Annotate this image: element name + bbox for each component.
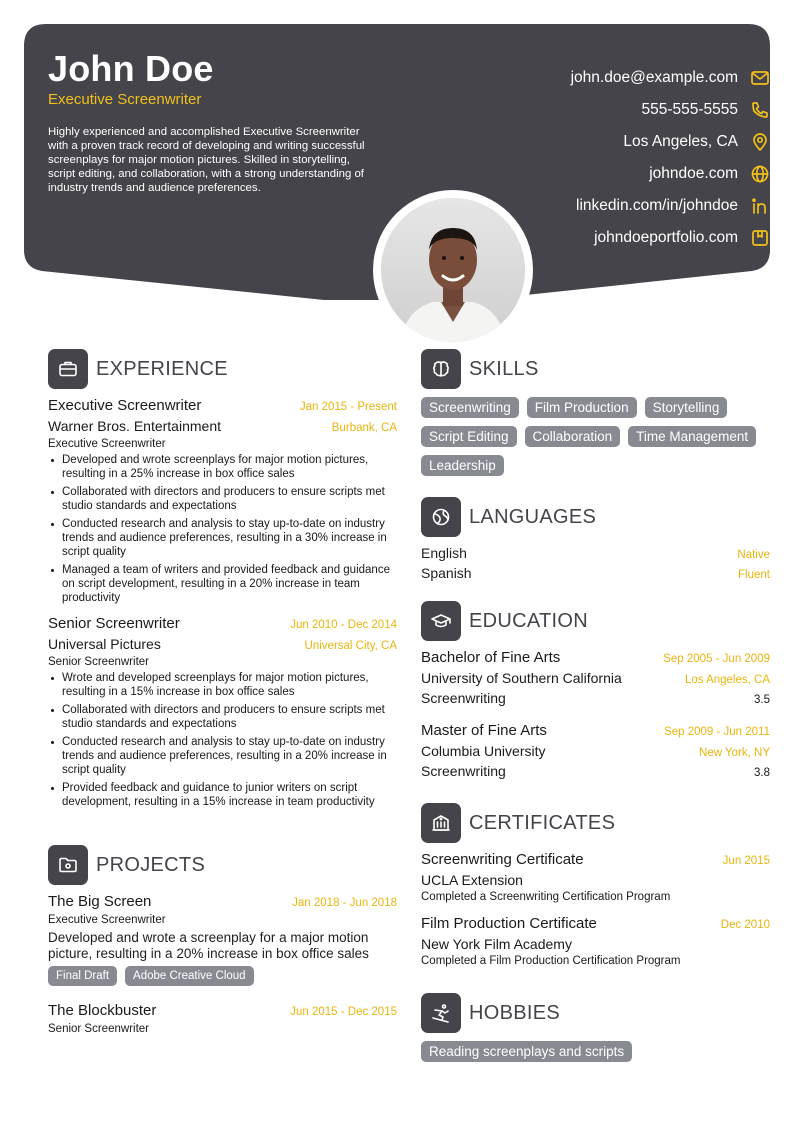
project-tag: Adobe Creative Cloud: [125, 966, 254, 986]
contact-website[interactable]: [440, 158, 770, 190]
education-item: [421, 649, 770, 706]
education-gpa: 3.5: [754, 694, 770, 706]
contact-location: [440, 126, 770, 158]
education-location: New York, NY: [699, 747, 770, 759]
certificate-name: Screenwriting Certificate: [421, 851, 584, 868]
projects-list: [48, 893, 397, 1035]
mail-icon: [750, 68, 770, 88]
linkedin-icon: [750, 196, 770, 216]
certificate-issuer: UCLA Extension: [421, 872, 523, 888]
languages-title: LANGUAGES: [469, 505, 597, 528]
contact-location-text: Los Angeles, CA: [623, 133, 738, 150]
skills-title: SKILLS: [469, 357, 539, 380]
project-tags: [48, 966, 397, 994]
education-field: Screenwriting: [421, 763, 506, 779]
contact-website-text[interactable]: johndoe.com: [649, 165, 738, 182]
contact-portfolio-text[interactable]: johndoeportfolio.com: [594, 229, 738, 246]
education-title: EDUCATION: [469, 609, 588, 632]
certificate-name: Film Production Certificate: [421, 915, 597, 932]
languages-list: [421, 545, 770, 585]
certificate-item: [421, 851, 770, 903]
education-list: [421, 649, 770, 779]
experience-bullet: Managed a team of writers and provided feedback and guidance on script development, resulting in a 20% increase in team productivity: [48, 563, 397, 605]
language-name: English: [421, 545, 467, 561]
experience-title: EXPERIENCE: [96, 357, 228, 380]
language-name: Spanish: [421, 565, 472, 581]
education-date: Sep 2005 - Jun 2009: [663, 653, 770, 665]
bookmark-icon: [750, 228, 770, 248]
education-date: Sep 2009 - Jun 2011: [664, 726, 770, 738]
certificate-description: Completed a Screenwriting Certification Program: [421, 891, 671, 903]
experience-bullet: Conducted research and analysis to stay up-to-date on industry trends and audience preferences, resulting in a 30% increase in script quality: [48, 517, 397, 559]
project-description: Developed and wrote a screenplay for a major motion picture, resulting in a 20% increase in box office sales: [48, 930, 369, 961]
experience-bullet: Conducted research and analysis to stay up-to-date on industry trends and audience preferences, resulting in a 20% increase in script quality: [48, 735, 397, 777]
experience-bullet: Collaborated with directors and producers to ensure scripts met studio standards and expectations: [48, 703, 397, 731]
experience-location: Burbank, CA: [331, 422, 397, 434]
skill-tag: Film Production: [527, 397, 637, 418]
experience-bullets: [48, 671, 397, 809]
skill-tag: Storytelling: [645, 397, 728, 418]
experience-company: Warner Bros. Entertainment: [48, 418, 221, 434]
language-level: Native: [737, 549, 770, 561]
skills-header: [421, 349, 539, 389]
candidate-name: John Doe: [48, 48, 214, 89]
skill-tag: Collaboration: [525, 426, 621, 447]
certificates-list: [421, 851, 770, 967]
experience-location: Universal City, CA: [304, 640, 397, 652]
experience-item: [48, 397, 397, 605]
project-role: Executive Screenwriter: [48, 914, 166, 926]
experience-bullet: Provided feedback and guidance to junior writers on script development, resulting in a 15% increase in team productivity: [48, 781, 397, 809]
experience-position: Senior Screenwriter: [48, 615, 180, 632]
project-name: The Big Screen: [48, 893, 152, 910]
project-role: Senior Screenwriter: [48, 1023, 149, 1035]
experience-list: [48, 397, 397, 813]
language-level: Fluent: [738, 569, 770, 581]
education-item: [421, 722, 770, 779]
projects-title: PROJECTS: [96, 853, 206, 876]
contact-email[interactable]: [440, 62, 770, 94]
experience-header: [48, 349, 228, 389]
hobby-tag: Reading screenplays and scripts: [421, 1041, 632, 1062]
skill-tag: Time Management: [628, 426, 756, 447]
education-location: Los Angeles, CA: [684, 674, 770, 686]
experience-bullet: Collaborated with directors and producers to ensure scripts met studio standards and expectations: [48, 485, 397, 513]
project-item: [48, 1002, 397, 1035]
education-degree: Bachelor of Fine Arts: [421, 649, 561, 666]
skiing-icon: [421, 993, 461, 1033]
education-field: Screenwriting: [421, 690, 506, 706]
education-school: Columbia University: [421, 743, 546, 759]
graduation-cap-icon: [421, 601, 461, 641]
profile-photo: [381, 198, 525, 342]
certificate-date: Jun 2015: [722, 855, 770, 867]
experience-bullets: [48, 453, 397, 605]
project-name: The Blockbuster: [48, 1002, 157, 1019]
hobbies-list: [421, 1041, 770, 1070]
institution-icon: [421, 803, 461, 843]
project-item: [48, 893, 397, 994]
certificate-description: Completed a Film Production Certification Program: [421, 955, 681, 967]
certificate-item: [421, 915, 770, 967]
contact-linkedin-text[interactable]: linkedin.com/in/johndoe: [576, 197, 738, 214]
certificate-date: Dec 2010: [720, 919, 770, 931]
experience-position: Executive Screenwriter: [48, 397, 202, 414]
education-school: University of Southern California: [421, 670, 622, 686]
briefcase-icon: [48, 349, 88, 389]
project-tag: Final Draft: [48, 966, 117, 986]
language-row: [421, 565, 770, 585]
hobbies-title: HOBBIES: [469, 1001, 561, 1024]
profile-summary: Highly experienced and accomplished Executive Screenwriter with a proven track record of developing and writing successful screenplays for major motion pictures. Skilled in storytelling, script editing, and collaboration, with a strong understanding of industry trends and audience preferences.: [48, 126, 365, 194]
education-header: [421, 601, 588, 641]
experience-bullet: Wrote and developed screenplays for major motion pictures, resulting in a 15% increase in box office sales: [48, 671, 397, 699]
candidate-role: Executive Screenwriter: [48, 91, 202, 108]
experience-bullet: Developed and wrote screenplays for major motion pictures, resulting in a 25% increase in box office sales: [48, 453, 397, 481]
experience-company: Universal Pictures: [48, 636, 161, 652]
globe-icon: [750, 164, 770, 184]
contact-phone-text[interactable]: 555-555-5555: [641, 101, 738, 118]
skill-tag: Script Editing: [421, 426, 517, 447]
skill-tag: Screenwriting: [421, 397, 519, 418]
project-date: Jan 2018 - Jun 2018: [292, 897, 397, 909]
experience-summary: Executive Screenwriter: [48, 438, 166, 450]
skill-tag: Leadership: [421, 455, 504, 476]
brain-icon: [421, 349, 461, 389]
experience-summary: Senior Screenwriter: [48, 656, 149, 668]
folder-icon: [48, 845, 88, 885]
hobbies-header: [421, 993, 560, 1033]
experience-date: Jan 2015 - Present: [299, 401, 397, 413]
contact-email-text[interactable]: john.doe@example.com: [570, 69, 738, 86]
language-icon: [421, 497, 461, 537]
experience-date: Jun 2010 - Dec 2014: [290, 619, 397, 631]
education-degree: Master of Fine Arts: [421, 722, 547, 739]
language-row: [421, 545, 770, 565]
location-pin-icon: [750, 132, 770, 152]
certificate-issuer: New York Film Academy: [421, 936, 572, 952]
skills-list: [421, 397, 770, 484]
education-gpa: 3.8: [754, 767, 770, 779]
contact-phone[interactable]: [440, 94, 770, 126]
certificates-header: [421, 803, 615, 843]
languages-header: [421, 497, 596, 537]
certificates-title: CERTIFICATES: [469, 811, 616, 834]
experience-item: [48, 615, 397, 809]
phone-icon: [750, 100, 770, 120]
project-date: Jun 2015 - Dec 2015: [290, 1006, 397, 1018]
projects-header: [48, 845, 205, 885]
